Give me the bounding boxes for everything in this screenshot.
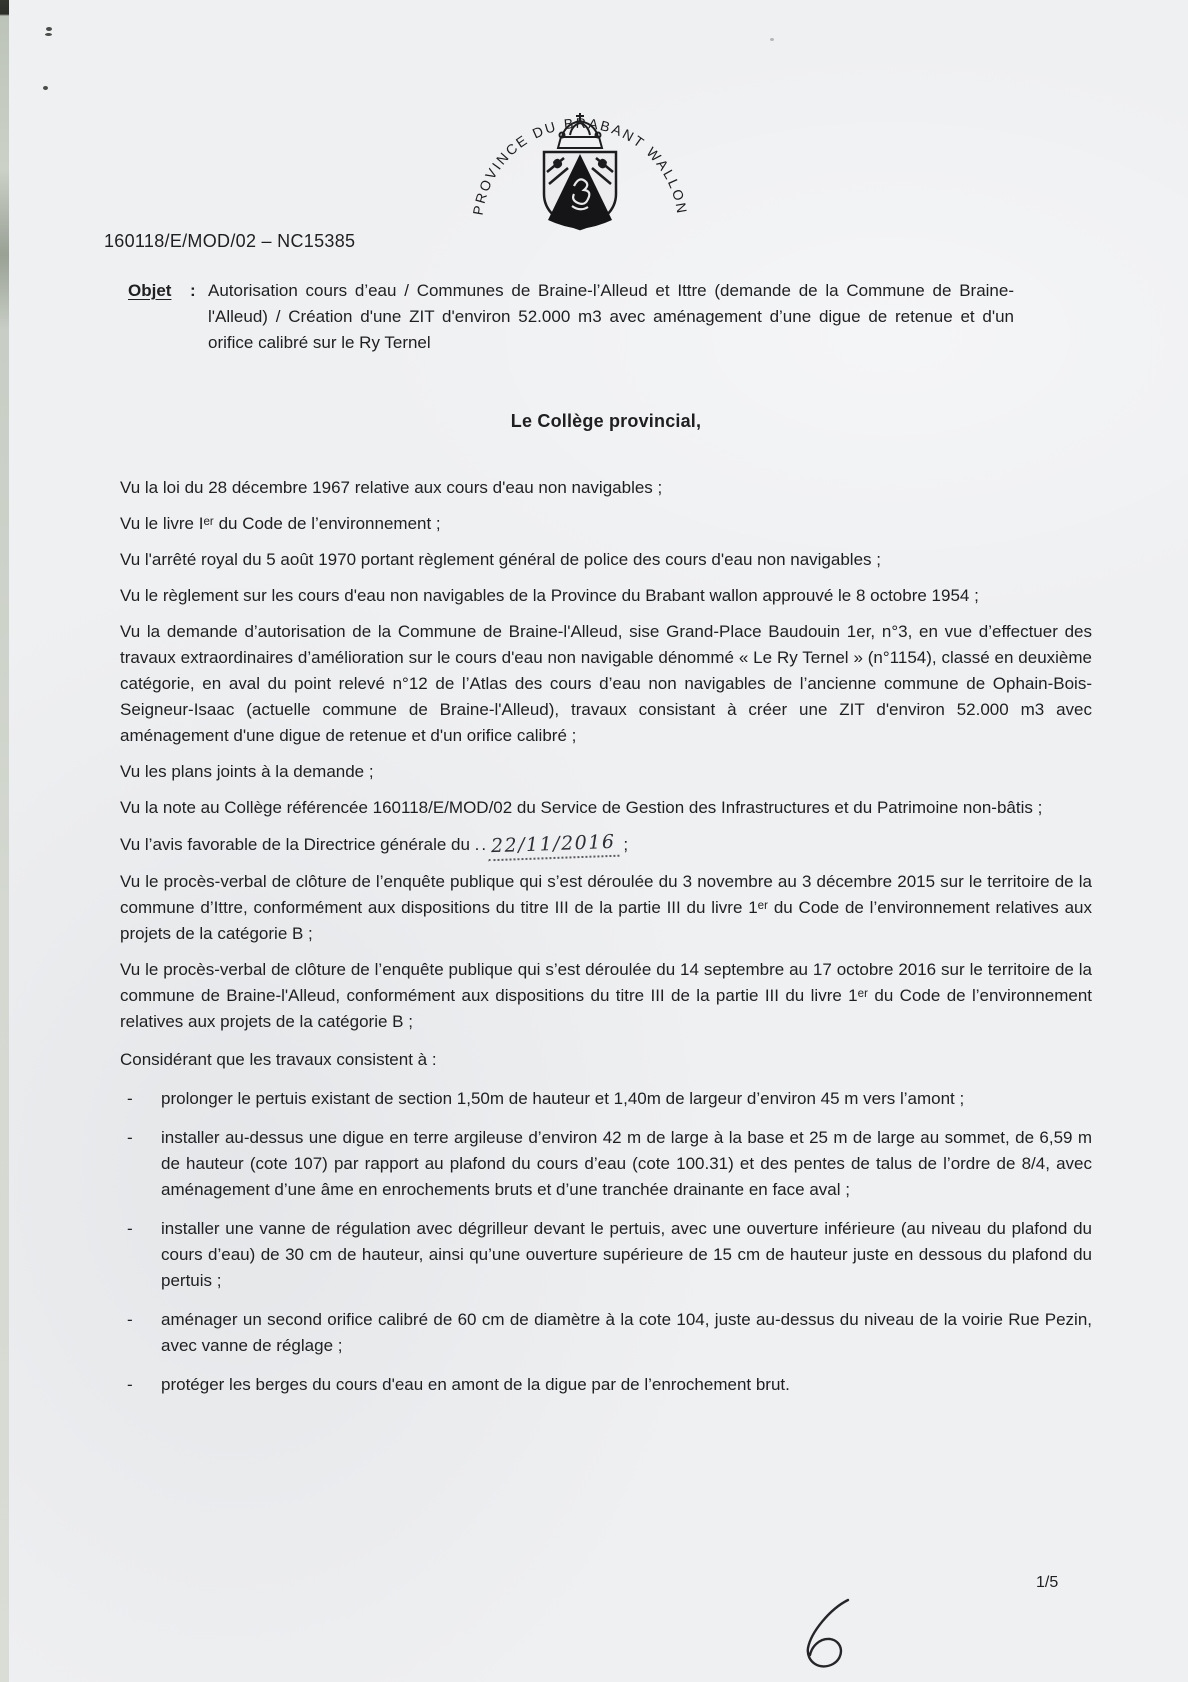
recital-paragraph: Vu le procès-verbal de clôture de l’enquête publique qui s’est déroulée du 3 novembre au 3 décembre 2015 sur le territoire de la commune d’Ittre, conformément aux dispositions du titre III de la partie III du livre 1ᵉʳ du Code de l’environnement relatives aux projets de la catégorie B ; (120, 872, 1092, 943)
bullet-dash: - (127, 1310, 133, 1329)
subject-block (120, 278, 1092, 356)
recital-paragraph: Vu la loi du 28 décembre 1967 relative aux cours d'eau non navigables ; (120, 478, 663, 497)
list-item-text: installer une vanne de régulation avec dégrilleur devant le pertuis, avec une ouverture inférieure (au niveau du plafond du cours d’eau) de 30 cm de hauteur, ainsi qu’une ouverture supérieure de 15 cm de hauteur juste en dessous du plafond du pertuis ; (161, 1219, 1092, 1290)
recital-paragraph: Vu l'arrêté royal du 5 août 1970 portant règlement général de police des cours d'eau non navigables ; (120, 550, 881, 569)
recital-paragraph: Vu le règlement sur les cours d'eau non navigables de la Province du Brabant wallon approuvé le 8 octobre 1954 ; (120, 586, 979, 605)
recital-paragraph: Vu les plans joints à la demande ; (120, 762, 374, 781)
list-item (120, 1307, 1092, 1359)
bullet-dash: - (127, 1089, 133, 1108)
recital-paragraph: Vu la demande d’autorisation de la Commune de Braine-l'Alleud, sise Grand-Place Baudouin 1er, n°3, en vue d’effectuer des travaux extraordinaires d’amélioration sur le cours d'eau non navigable dénommé « Le Ry Ternel » (n°1154), classé en deuxième catégorie, en aval du point relevé n°12 de l’Atlas des cours d’eau non navigables de l’ancienne commune de Ophain-Bois-Seigneur-Isaac (actuelle commune de Braine-l'Alleud), travaux consistant à créer une ZIT d'environ 52.000 m3 avec aménagement d'une digue de retenue et d'un orifice calibré ; (120, 622, 1092, 745)
recital-paragraph: Vu le livre Iᵉʳ du Code de l’environnement ; (120, 514, 441, 533)
list-item (120, 1086, 1092, 1112)
scan-speck (43, 86, 48, 90)
province-logo (452, 88, 708, 238)
list-item (120, 1372, 1092, 1398)
list-item-text: aménager un second orifice calibré de 60 cm de diamètre à la cote 104, juste au-dessus du niveau de la voirie Rue Pezin, avec vanne de réglage ; (161, 1310, 1092, 1355)
list-item (120, 1216, 1092, 1294)
scan-edge-artifact (0, 0, 9, 1682)
list-item-text: installer au-dessus une digue en terre argileuse d’environ 42 m de large à la base et 25 m de large au sommet, de 6,59 m de hauteur (cote 107) par rapport au plafond du cours d’eau (cote 100.31) et des pentes de talus de l’ordre de 8/4, avec aménagement d’une âme en enrochements bruts et d’une tranchée drainante en face aval ; (161, 1128, 1092, 1199)
document-title: Le Collège provincial, (510, 411, 702, 431)
bullet-dash: - (127, 1128, 133, 1147)
bullet-dash: - (127, 1219, 133, 1238)
shield-icon (544, 152, 616, 229)
list-item (120, 1125, 1092, 1203)
scan-speck (770, 38, 774, 41)
dotted-leader: .. (474, 835, 489, 854)
avis-prefix: Vu l’avis favorable de la Directrice générale du (120, 835, 475, 854)
page-number: 1/5 (1036, 1574, 1059, 1591)
list-item-text: prolonger le pertuis existant de section 1,50m de hauteur et 1,40m de largeur d’environ 45 m vers l’amont ; (161, 1089, 965, 1108)
bullet-dash: - (127, 1375, 133, 1394)
recital-paragraph: Vu le procès-verbal de clôture de l’enquête publique qui s’est déroulée du 14 septembre au 17 octobre 2016 sur le territoire de la commune de Braine-l'Alleud, conformément aux dispositions du titre III de la partie III du livre 1ᵉʳ du Code de l’environnement relatives aux projets de la catégorie B ; (120, 960, 1092, 1031)
subject-text: Autorisation cours d’eau / Communes de Braine-l’Alleud et Ittre (demande de la Commune de Braine-l'Alleud) / Création d'une ZIT d'environ 52.000 m3 avec aménagement d’une digue de retenue et d'un orifice calibré sur le Ry Ternel (208, 281, 1014, 352)
handwritten-mark-6 (790, 1594, 862, 1676)
handwritten-date: 22/11/2016 (488, 829, 619, 862)
document-reference: 160118/E/MOD/02 – NC15385 (104, 231, 356, 251)
avis-suffix: ; (618, 835, 629, 854)
scan-speck (46, 27, 52, 31)
logo-arc-text: PROVINCE DU BRABANT WALLON (469, 114, 691, 217)
scan-speck (45, 33, 52, 36)
list-item-text: protéger les berges du cours d'eau en amont de la digue par de l’enrochement brut. (161, 1375, 790, 1394)
subject-colon: : (190, 281, 196, 300)
subject-label: Objet (128, 281, 172, 300)
considerant-paragraph: Considérant que les travaux consistent à : (120, 1050, 437, 1069)
recital-paragraph: Vu la note au Collège référencée 160118/E/MOD/02 du Service de Gestion des Infrastructures et du Patrimoine non-bâtis ; (120, 798, 1043, 817)
recital-paragraph-avis (120, 831, 1092, 859)
document-body (120, 278, 1092, 1398)
